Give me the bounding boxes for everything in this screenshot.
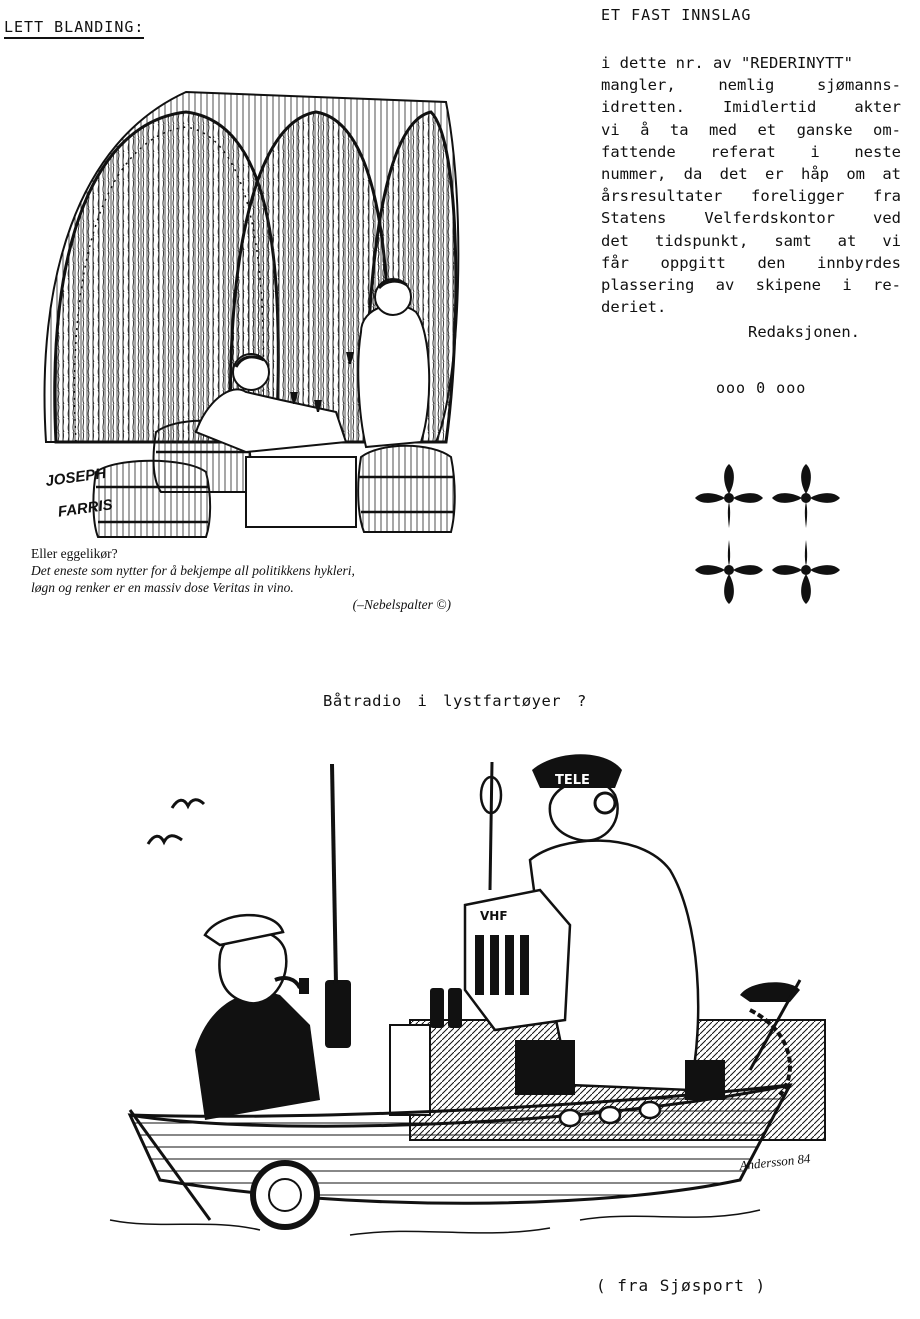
gull-icon xyxy=(148,800,204,844)
propeller-ornament-icon xyxy=(694,458,844,610)
notice-line: i dette nr. av "REDERINYTT" xyxy=(601,54,853,72)
radio-label: VHF xyxy=(480,909,508,923)
caption-line: løgn og renker er en massiv dose Veritas in vino. xyxy=(31,580,294,595)
notice-line: vi å ta med et ganske om- xyxy=(601,120,901,139)
caption-line: Eller eggelikør? xyxy=(31,546,118,561)
section-heading-lett-blanding: LETT BLANDING: xyxy=(4,18,144,39)
section-heading-batradio: Båtradio i lystfartøyer ? xyxy=(323,692,587,710)
artist-signature: Andersson 84 xyxy=(738,1150,812,1173)
notice-line: får oppgitt den innbyrdes xyxy=(601,253,901,272)
cartoon-caption xyxy=(31,545,463,613)
notice-paragraph xyxy=(601,52,901,318)
notice-line: det tidspunkt, samt at vi xyxy=(601,231,901,250)
section-heading-fast-innslag: ET FAST INNSLAG xyxy=(601,6,752,24)
notice-line: mangler, nemlig sjømanns- xyxy=(601,76,901,95)
wine-barrel-cartoon xyxy=(36,82,466,542)
artist-signature: JOSEPH xyxy=(44,464,108,491)
notice-line: årsresultater foreligger fra xyxy=(601,187,901,206)
cap-text: TELE xyxy=(555,773,590,788)
boat-radio-cartoon xyxy=(100,740,840,1260)
notice-line: plassering av skipene i re- xyxy=(601,276,901,295)
notice-line: idretten. Imidlertid akter xyxy=(601,98,901,117)
caption-line: Det eneste som nytter for å bekjempe all politikkens hykleri, xyxy=(31,563,355,578)
cartoon-source: ( fra Sjøsport ) xyxy=(596,1276,767,1295)
notice-line: fattende referat i neste xyxy=(601,142,901,161)
caption-credit: (–Nebelspalter ©) xyxy=(352,597,451,612)
artist-signature: FARRIS xyxy=(56,496,114,521)
notice-line: Statens Velferdskontor ved xyxy=(601,209,901,228)
notice-line: nummer, da det er håp om at xyxy=(601,165,901,184)
editorial-signature: Redaksjonen. xyxy=(748,323,860,341)
notice-line: deriet. xyxy=(601,298,667,317)
section-separator: ooo 0 ooo xyxy=(716,379,807,397)
